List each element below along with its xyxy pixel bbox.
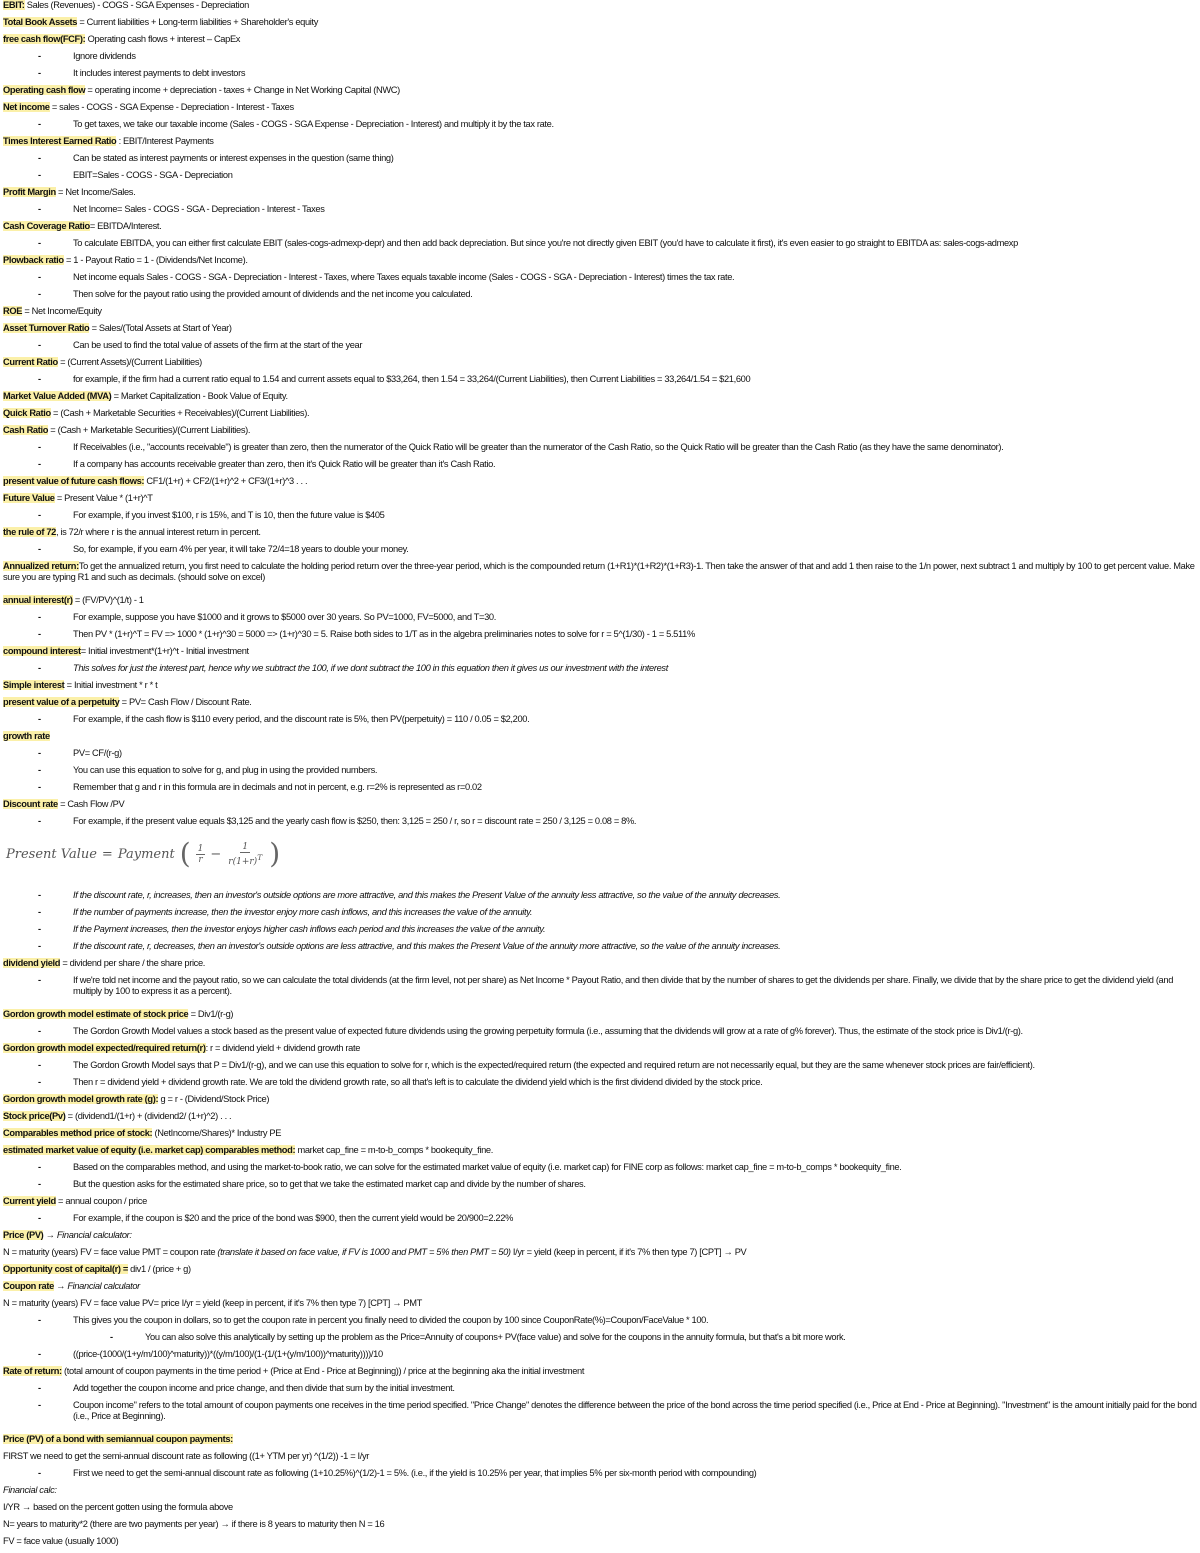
definition-line — [3, 17, 1197, 28]
line-text: N= years to maturity*2 (there are two payments per year) → if there is 8 years to maturity then N = 16 — [3, 1519, 385, 1529]
bullet-line — [3, 816, 1197, 827]
bullet-marker: - — [38, 890, 41, 900]
line-text: N = maturity (years) FV = face value PV= price I/yr = yield (keep in percent, if it's 7% then type 7) [CPT] → PMT — [3, 1298, 422, 1308]
definition-text: = Present Value * (1+r)^T — [54, 493, 153, 503]
definition-line — [3, 34, 1197, 45]
formula-payment: Payment — [117, 846, 175, 862]
definition-text: = annual coupon / price — [55, 1196, 147, 1206]
bullet-text: ((price-(1000/(1+y/m/100)^maturity))*((y/m/100)/(1-(1/(1+(y/m/100))^maturity))))/10 — [73, 1349, 383, 1359]
definition-text: CF1/(1+r) + CF2/(1+r)^2 + CF3/(1+r)^3 . . . — [144, 476, 308, 486]
annuity-formula — [6, 838, 280, 870]
term-highlight: compound interest — [3, 646, 81, 656]
bullet-line — [3, 1468, 1197, 1479]
definition-line — [3, 408, 1197, 419]
term-highlight: Simple interest — [3, 680, 65, 690]
definition-line — [3, 697, 1197, 708]
bullet-marker: - — [38, 153, 41, 163]
term-highlight: Times Interest Earned Ratio — [3, 136, 117, 146]
term-highlight: Price (PV) — [3, 1230, 44, 1240]
bullet-line — [3, 1060, 1197, 1071]
definition-line — [3, 1366, 1197, 1377]
bullet-marker: - — [38, 1349, 41, 1359]
definition-text: market cap_fine = m-to-b_comps * bookequity_fine. — [295, 1145, 493, 1155]
definition-line — [3, 357, 1197, 368]
fraction-1-denominator: r — [198, 854, 203, 865]
definition-line — [3, 1009, 1197, 1020]
bullet-marker: - — [38, 941, 41, 951]
bullet-text: Then r = dividend yield + dividend growth rate. We are told the dividend growth rate, so all that's left is to calculate the dividend yield which is the first dividend divided by the stock price. — [73, 1077, 763, 1087]
definition-line — [3, 306, 1197, 317]
definition-line — [3, 1145, 1197, 1156]
term-highlight: Cash Coverage Ratio — [3, 221, 90, 231]
bullet-line — [3, 1162, 1197, 1173]
definition-text: = (Cash + Marketable Securities + Receivables)/(Current Liabilities). — [50, 408, 310, 418]
formula-fraction-1 — [196, 844, 206, 865]
definition-line — [3, 731, 1197, 742]
term-highlight: Profit Margin — [3, 187, 56, 197]
bullet-marker: - — [38, 51, 41, 61]
term-highlight: Operating cash flow — [3, 85, 86, 95]
plain-line — [3, 1298, 1197, 1309]
term-highlight: Annualized return: — [3, 561, 79, 571]
bullet-line — [3, 51, 1197, 62]
bullet-text: Coupon income" refers to the total amount of coupon payments one receives in the time period specified. "Price Change" denotes the difference between the price of the bond across the time period specified (i.e., Price at End - Price at Beginning). "Investment" is the amount initially paid for the bond (i.e., Price at Beginning). — [73, 1400, 1197, 1421]
italic-heading — [3, 1485, 1197, 1496]
definition-text: = Cash Flow /PV — [57, 799, 125, 809]
bullet-line — [3, 1077, 1197, 1088]
bullet-text: for example, if the firm had a current ratio equal to 1.54 and current assets equal to $33,264, then 1.54 = 33,264/(Current Liabilities), then Current Liabilities = 33,264/1.54 = $21,600 — [73, 374, 751, 384]
bullet-line — [3, 924, 1197, 935]
bullet-marker: - — [38, 272, 41, 282]
formula-minus: − — [210, 846, 222, 862]
bullet-line — [3, 765, 1197, 776]
bullet-text: But the question asks for the estimated share price, so to get that we take the estimated market cap and divide by the number of shares. — [73, 1179, 586, 1189]
bullet-text: PV= CF/(r-g) — [73, 748, 122, 758]
bullet-text: Add together the coupon income and price change, and then divide that sum by the initial investment. — [73, 1383, 455, 1393]
term-highlight: Current Ratio — [3, 357, 58, 367]
definition-line — [3, 1230, 1197, 1241]
formula-open-paren: ( — [179, 837, 191, 870]
definition-text: = Net Income/Equity — [22, 306, 102, 316]
bullet-text: Ignore dividends — [73, 51, 136, 61]
term-highlight: Rate of return: — [3, 1366, 62, 1376]
bullet-text: Based on the comparables method, and using the market-to-book ratio, we can solve for the estimated market value of equity (i.e. market cap) for FINE corp as follows: market cap_fine = m-to-b_comps * bookequity_fine. — [73, 1162, 902, 1172]
bullet-marker: - — [38, 1468, 41, 1478]
term-highlight: Stock price(Pv) — [3, 1111, 66, 1121]
bullet-marker: - — [38, 907, 41, 917]
bullet-line — [3, 204, 1197, 215]
fraction-2-denominator-base: r(1+r) — [228, 856, 258, 867]
formula-lhs: Present Value — [6, 846, 97, 862]
term-highlight: Coupon rate — [3, 1281, 54, 1291]
term-highlight: Net income — [3, 102, 50, 112]
bullet-marker: - — [38, 629, 41, 639]
line-text: FIRST we need to get the semi-annual discount rate as following ((1+ YTM per yr) ^(1/2)) -1 = I/yr — [3, 1451, 370, 1461]
definition-line — [3, 85, 1197, 96]
definition-line — [3, 1264, 1197, 1275]
bullet-line — [3, 1383, 1197, 1394]
bullet-text: EBIT=Sales - COGS - SGA - Depreciation — [73, 170, 233, 180]
bullet-line — [3, 68, 1197, 79]
bullet-marker: - — [38, 1060, 41, 1070]
bullet-marker: - — [38, 1179, 41, 1189]
bullet-marker: - — [38, 1213, 41, 1223]
bullet-marker: - — [38, 204, 41, 214]
definition-line — [3, 425, 1197, 436]
bullet-text: For example, if the cash flow is $110 every period, and the discount rate is 5%, then PV(perpetuity) = 110 / 0.05 = $2,200. — [73, 714, 530, 724]
italic-text: Financial calc: — [3, 1485, 57, 1495]
definition-line — [3, 187, 1197, 198]
definition-text: Sales (Revenues) - COGS - SGA Expenses - Depreciation — [24, 0, 249, 10]
definition-text: = (dividend1/(1+r) + (dividend2/ (1+r)^2) . . . — [65, 1111, 232, 1121]
term-highlight: ROE — [3, 306, 23, 316]
term-highlight: Cash Ratio — [3, 425, 49, 435]
bullet-marker: - — [38, 714, 41, 724]
bullet-marker: - — [38, 1400, 41, 1410]
definition-line — [3, 255, 1197, 266]
bullet-line — [3, 714, 1197, 725]
definition-text: (NetIncome/Shares)* Industry PE — [152, 1128, 282, 1138]
term-highlight: dividend yield — [3, 958, 61, 968]
bullet-text: If the Payment increases, then the investor enjoys higher cash inflows each period and this increases the value of the annuity. — [73, 924, 546, 934]
definition-line — [3, 493, 1197, 504]
definition-line — [3, 561, 1197, 583]
term-highlight: Plowback ratio — [3, 255, 64, 265]
bullet-text: If a company has accounts receivable greater than zero, then it's Quick Ratio will be greater than it's Cash Ratio. — [73, 459, 496, 469]
bullet-line — [3, 907, 1197, 918]
bullet-line — [3, 510, 1197, 521]
line-italic-note: (translate it based on face value, if FV is 1000 and PMT = 5% then PMT = 50) — [217, 1247, 511, 1257]
term-highlight: Market Value Added (MVA) — [3, 391, 112, 401]
bullet-text: Remember that g and r in this formula are in decimals and not in percent, e.g. r=2% is represented as r=0.02 — [73, 782, 482, 792]
bullet-text: If the discount rate, r, decreases, then an investor's outside options are less attractive, and this makes the Present Value of the annuity more attractive, so the value of the annuity increases. — [73, 941, 781, 951]
definition-text: = Initial investment*(1+r)^t - Initial investment — [80, 646, 249, 656]
bullet-text: To get taxes, we take our taxable income (Sales - COGS - SGA Expense - Depreciation - Interest) and multiply it by the tax rate. — [73, 119, 554, 129]
bullet-marker: - — [38, 924, 41, 934]
definition-line — [3, 1434, 1197, 1445]
bullet-marker: - — [110, 1332, 113, 1342]
bullet-text: So, for example, if you earn 4% per year, it will take 72/4=18 years to double your money. — [73, 544, 409, 554]
term-highlight: annual interest(r) — [3, 595, 73, 605]
plain-line — [3, 1502, 1197, 1513]
bullet-text: To calculate EBITDA, you can either first calculate EBIT (sales-cogs-admexp-depr) and then add back depreciation. But since you're not directly given EBIT (you'd have to calculate it first), it's even easier to go straight to EBITDA as: sales-cogs-admexp — [73, 238, 1018, 248]
bullet-line — [3, 748, 1197, 759]
bullet-marker: - — [38, 816, 41, 826]
bullet-marker: - — [38, 68, 41, 78]
fraction-2-numerator: 1 — [242, 841, 249, 852]
definition-line — [3, 323, 1197, 334]
term-highlight: growth rate — [3, 731, 50, 741]
bullet-marker: - — [38, 374, 41, 384]
bullet-marker: - — [38, 1383, 41, 1393]
definition-text: To get the annualized return, you first need to calculate the holding period return over the three-year period, which is the compounded return (1+R1)*(1+R2)*(1+R3)-1. Then take the answer of that and add 1 then raise to the 1/n power, next subtract 1 and multiply by 100 to get percent value. Make sure you are typing R1 and such as decimals. (should solve on excel) — [3, 561, 1195, 582]
term-highlight: Opportunity cost of capital(r) = — [3, 1264, 128, 1274]
bullet-marker: - — [38, 289, 41, 299]
bullet-text: First we need to get the semi-annual discount rate as following (1+10.25%)^(1/2)-1 = 5%. (i.e., if the yield is 10.25% per year, that implies 5% per six-month period with compounding) — [73, 1468, 757, 1478]
term-highlight: Gordon growth model growth rate (g): — [3, 1094, 159, 1104]
bullet-text: For example, if the coupon is $20 and the price of the bond was $900, then the current yield would be 20/900=2.22% — [73, 1213, 513, 1223]
bullet-line — [3, 119, 1197, 130]
bullet-text: For example, if you invest $100, r is 15%, and T is 10, then the future value is $405 — [73, 510, 385, 520]
bullet-marker: - — [38, 612, 41, 622]
definition-text: Operating cash flows + interest – CapEx — [85, 34, 241, 44]
definition-text: = dividend per share / the share price. — [60, 958, 206, 968]
bullet-text: Then solve for the payout ratio using the provided amount of dividends and the net income you calculated. — [73, 289, 473, 299]
bullet-marker: - — [38, 238, 41, 248]
bullet-line — [3, 153, 1197, 164]
line-text: N = maturity (years) FV = face value PMT = coupon rate — [3, 1247, 218, 1257]
definition-text: : r = dividend yield + dividend growth rate — [205, 1043, 361, 1053]
bullet-line — [3, 890, 1197, 901]
bullet-marker: - — [38, 663, 41, 673]
bullet-line — [3, 238, 1197, 249]
bullet-text: Can be used to find the total value of assets of the firm at the start of the year — [73, 340, 363, 350]
definition-line — [3, 1281, 1197, 1292]
definition-line — [3, 1111, 1197, 1122]
definition-line — [3, 646, 1197, 657]
bullet-marker: - — [38, 975, 41, 985]
definition-text: = Market Capitalization - Book Value of Equity. — [111, 391, 288, 401]
bullet-marker: - — [38, 782, 41, 792]
bullet-marker: - — [38, 765, 41, 775]
bullet-marker: - — [38, 340, 41, 350]
definition-line — [3, 221, 1197, 232]
definition-line — [3, 958, 1197, 969]
definition-line — [3, 102, 1197, 113]
definition-text: = operating income + depreciation - taxes + Change in Net Working Capital (NWC) — [85, 85, 400, 95]
definition-text: : EBIT/Interest Payments — [116, 136, 214, 146]
bullet-text: Can be stated as interest payments or interest expenses in the question (same thing) — [73, 153, 394, 163]
definition-line — [3, 1128, 1197, 1139]
definition-line — [3, 595, 1197, 606]
bullet-text: This solves for just the interest part, hence why we subtract the 100, if we dont subtract the 100 in this equation then it gives us our investment with the interest — [73, 663, 668, 673]
definition-text: g = r - (Dividend/Stock Price) — [158, 1094, 270, 1104]
formula-close-paren: ) — [269, 837, 281, 870]
bullet-line — [3, 289, 1197, 300]
definition-text: = 1 - Payout Ratio = 1 - (Dividends/Net Income). — [63, 255, 248, 265]
definition-text: → Financial calculator: — [43, 1230, 132, 1240]
bullet-line — [3, 442, 1197, 453]
term-highlight: Current yield — [3, 1196, 56, 1206]
term-highlight: the rule of 72 — [3, 527, 56, 537]
bullet-text: You can use this equation to solve for g, and plug in using the provided numbers. — [73, 765, 378, 775]
definition-text: = (FV/PV)^(1/t) - 1 — [72, 595, 144, 605]
bullet-line — [3, 340, 1197, 351]
line-text: I/YR → based on the percent gotten using the formula above — [3, 1502, 233, 1512]
bullet-marker: - — [38, 1162, 41, 1172]
definition-line — [3, 1043, 1197, 1054]
bullet-text: The Gordon Growth Model says that P = Div1/(r-g), and we can use this equation to solve for r, which is the expected/required return (the expected and required return are not necessarily equal, but they are the same whenever stock prices are fair/efficient). — [73, 1060, 1035, 1070]
bullet-marker: - — [38, 459, 41, 469]
definition-line — [3, 1196, 1197, 1207]
line-tail: I/yr = yield (keep in percent, if it's 7% then type 7) [CPT] → PV — [510, 1247, 747, 1257]
term-highlight: Gordon growth model estimate of stock price — [3, 1009, 189, 1019]
definition-text: = Initial investment * r * t — [64, 680, 158, 690]
bullet-marker: - — [38, 544, 41, 554]
definition-text: = sales - COGS - SGA Expense - Depreciation - Interest - Taxes — [49, 102, 294, 112]
definition-text: → Financial calculator — [53, 1281, 140, 1291]
term-highlight: Discount rate — [3, 799, 58, 809]
definition-text: = Sales/(Total Assets at Start of Year) — [89, 323, 232, 333]
bullet-text: You can also solve this analytically by setting up the problem as the Price=Annuity of coupons+ PV(face value) and solve for the coupons in the annuity formula, but that's a bit more work. — [145, 1332, 846, 1342]
definition-text: = (Cash + Marketable Securities)/(Current Liabilities). — [48, 425, 251, 435]
term-highlight: Total Book Assets — [3, 17, 78, 27]
fraction-2-denominator — [226, 853, 264, 867]
definition-text: div1 / (price + g) — [127, 1264, 191, 1274]
plain-line — [3, 1247, 1197, 1258]
bullet-line — [3, 374, 1197, 385]
term-highlight: present value of a perpetuity — [3, 697, 120, 707]
definition-text: (total amount of coupon payments in the time period + (Price at End - Price at Beginning)) / price at the beginning aka the initial investment — [61, 1366, 585, 1376]
definition-line — [3, 476, 1197, 487]
bullet-line — [3, 1349, 1197, 1360]
definition-line — [3, 391, 1197, 402]
term-highlight: free cash flow(FCF): — [3, 34, 86, 44]
formula-fraction-2 — [226, 842, 264, 867]
definition-text: = Current liabilities + Long-term liabilities + Shareholder's equity — [77, 17, 319, 27]
definition-text: = Div1/(r-g) — [188, 1009, 234, 1019]
term-highlight: estimated market value of equity (i.e. market cap) comparables method: — [3, 1145, 296, 1155]
bullet-text: The Gordon Growth Model values a stock based as the present value of expected future dividends using the growing perpetuity formula (i.e., assuming that the dividends will grow at a rate of g% forever). Thus, the estimate of the stock price is Div1/(r-g). — [73, 1026, 1023, 1036]
bullet-marker: - — [38, 170, 41, 180]
line-text: FV = face value (usually 1000) — [3, 1536, 119, 1546]
bullet-marker: - — [38, 119, 41, 129]
bullet-text: If the number of payments increase, then the investor enjoy more cash inflows, and this increases the value of the annuity. — [73, 907, 533, 917]
term-highlight: Future Value — [3, 493, 55, 503]
term-highlight: present value of future cash flows: — [3, 476, 145, 486]
bullet-marker: - — [38, 442, 41, 452]
bullet-line — [3, 1400, 1197, 1422]
bullet-line — [3, 1315, 1197, 1326]
term-highlight: Comparables method price of stock: — [3, 1128, 153, 1138]
bullet-line — [3, 170, 1197, 181]
bullet-marker: - — [38, 748, 41, 758]
bullet-line — [3, 1179, 1197, 1190]
bullet-line — [3, 629, 1197, 640]
bullet-text: If the discount rate, r, increases, then an investor's outside options are more attractive, and this makes the Present Value of the annuity less attractive, so the value of the annuity decreases. — [73, 890, 781, 900]
bullet-text: This gives you the coupon in dollars, so to get the coupon rate in percent you finally need to divided the coupon by 100 since CouponRate(%)=Coupon/FaceValue * 100. — [73, 1315, 709, 1325]
bullet-text: For example, suppose you have $1000 and it grows to $5000 over 30 years. So PV=1000, FV=5000, and T=30. — [73, 612, 496, 622]
definition-line — [3, 1094, 1197, 1105]
bullet-marker: - — [38, 1026, 41, 1036]
term-highlight: Price (PV) of a bond with semiannual coupon payments: — [3, 1434, 233, 1444]
bullet-line — [3, 1332, 1197, 1343]
bullet-line — [3, 782, 1197, 793]
bullet-marker: - — [38, 1077, 41, 1087]
bullet-line — [3, 544, 1197, 555]
bullet-line — [3, 1213, 1197, 1224]
formula-equals: = — [101, 846, 113, 862]
bullet-line — [3, 941, 1197, 952]
bullet-marker: - — [38, 1315, 41, 1325]
bullet-text: For example, if the present value equals $3,125 and the yearly cash flow is $250, then: 3,125 = 250 / r, so r = discount rate = 250 / 3,125 = 0.08 = 8%. — [73, 816, 637, 826]
bullet-line — [3, 272, 1197, 283]
bullet-line — [3, 1026, 1197, 1037]
definition-line — [3, 136, 1197, 147]
bullet-text: If Receivables (i.e., "accounts receivable") is greater than zero, then the numerator of the Quick Ratio will be greater than the numerator of the Cash Ratio, so the Quick Ratio will be greater than the Cash Ratio (as they have the same denominator). — [73, 442, 1004, 452]
bullet-text: It includes interest payments to debt investors — [73, 68, 246, 78]
term-highlight: Quick Ratio — [3, 408, 51, 418]
definition-text: = PV= Cash Flow / Discount Rate. — [119, 697, 252, 707]
bullet-text: Then PV * (1+r)^T = FV => 1000 * (1+r)^30 = 5000 => (1+r)^30 = 5. Raise both sides to 1/T as in the algebra preliminaries notes to solve for r = 5^(1/30) - 1 = 5.511% — [73, 629, 695, 639]
definition-text: , is 72/r where r is the annual interest return in percent. — [55, 527, 261, 537]
bullet-text: If we're told net income and the payout ratio, so we can calculate the total dividends (at the firm level, not per share) as Net Income * Payout Ratio, and then divide that by the number of shares to get the dividends per share. Finally, we divide that by the share price to get the dividend yield (and multiply by 100 to express it as a percent). — [73, 975, 1174, 996]
bullet-line — [3, 612, 1197, 623]
bullet-line — [3, 975, 1197, 997]
definition-text: = EBITDA/Interest. — [89, 221, 162, 231]
term-highlight: EBIT: — [3, 0, 25, 10]
bullet-line — [3, 663, 1197, 674]
bullet-marker: - — [38, 510, 41, 520]
definition-text: = Net Income/Sales. — [55, 187, 136, 197]
plain-line — [3, 1536, 1197, 1547]
fraction-2-exponent: T — [257, 852, 263, 862]
bullet-line — [3, 459, 1197, 470]
fraction-1-numerator: 1 — [197, 843, 204, 854]
plain-line — [3, 1451, 1197, 1462]
term-highlight: Asset Turnover Ratio — [3, 323, 90, 333]
term-highlight: Gordon growth model expected/required return(r) — [3, 1043, 206, 1053]
definition-line — [3, 527, 1197, 538]
bullet-text: Net income equals Sales - COGS - SGA - Depreciation - Interest - Taxes, where Taxes equals taxable income (Sales - COGS - SGA - Depreciation - Interest) times the tax rate. — [73, 272, 735, 282]
plain-line — [3, 1519, 1197, 1530]
definition-line — [3, 799, 1197, 810]
definition-line — [3, 680, 1197, 691]
bullet-text: Net Income= Sales - COGS - SGA - Depreciation - Interest - Taxes — [73, 204, 325, 214]
definition-line — [3, 0, 1197, 11]
definition-text: = (Current Assets)/(Current Liabilities) — [57, 357, 202, 367]
